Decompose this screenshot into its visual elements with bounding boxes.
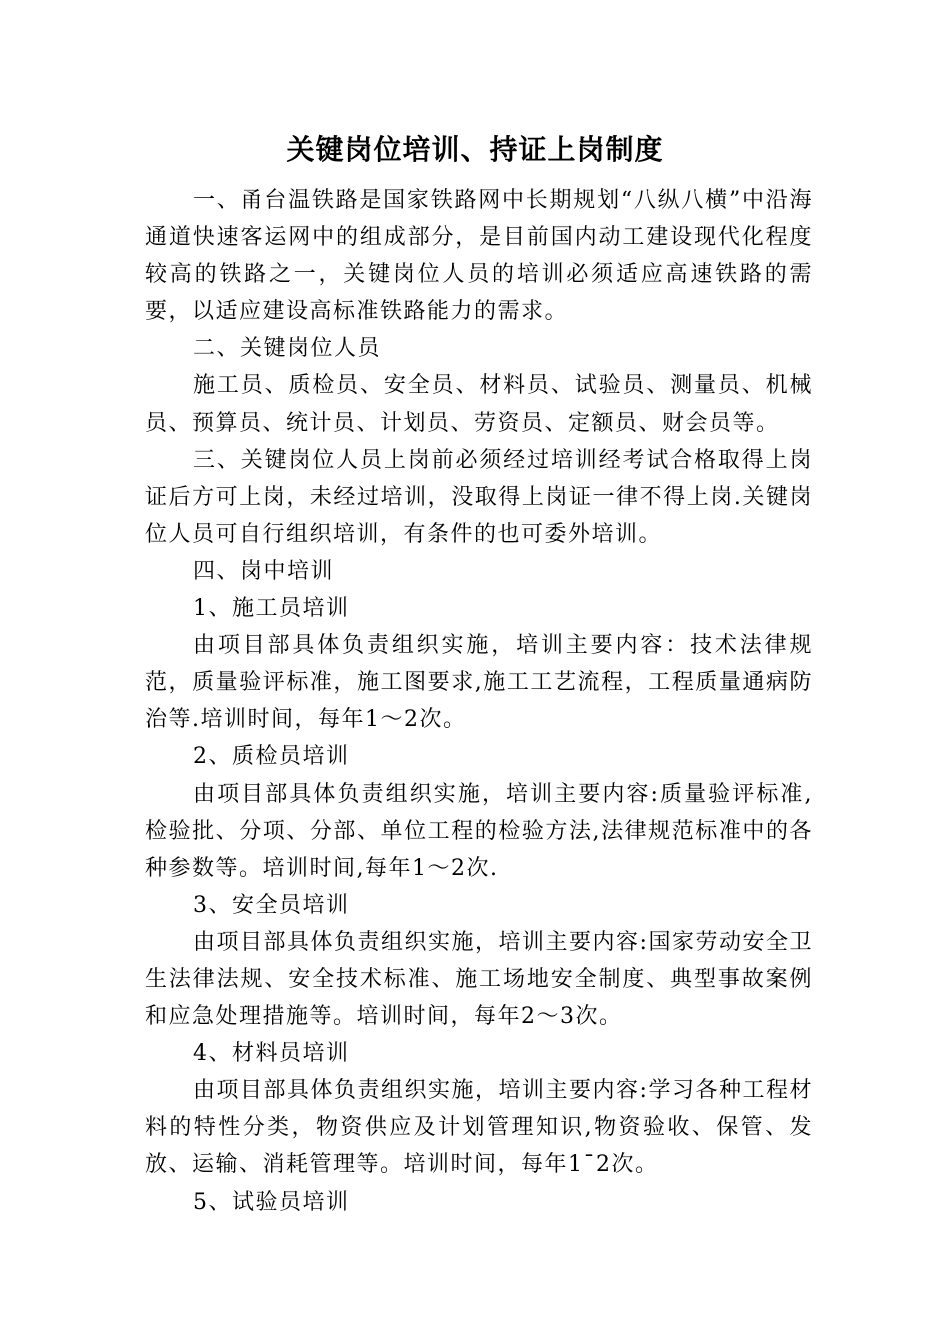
heading-safety-training: 3、安全员培训 bbox=[193, 892, 350, 918]
paragraph-constructor-training: 由项目部具体负责组织实施，培训主要内容：技术法律规范，质量验评标准，施工图要求,施工工艺流程，工程质量通病防治等.培训时间，每年1～2次。 bbox=[145, 633, 813, 733]
heading-tester-training: 5、试验员培训 bbox=[193, 1189, 350, 1215]
heading-in-post-training: 四、岗中培训 bbox=[193, 558, 335, 584]
heading-constructor-training: 1、施工员培训 bbox=[193, 596, 350, 622]
paragraph-position-list: 施工员、质检员、安全员、材料员、试验员、测量员、机械员、预算员、统计员、计划员、劳资员、定额员、财会员等。 bbox=[145, 373, 813, 436]
paragraph-material-training: 由项目部具体负责组织实施，培训主要内容:学习各种工程材料的特性分类，物资供应及计划管理知识,物资验收、保管、发放、运输、消耗管理等。培训时间，每年1¯2次。 bbox=[145, 1078, 813, 1178]
heading-material-training: 4、材料员培训 bbox=[193, 1041, 350, 1067]
paragraph-inspector-training: 由项目部具体负责组织实施，培训主要内容:质量验评标准,检验批、分项、分部、单位工程的检验方法,法律规范标准中的各种参数等。培训时间,每年1～2次. bbox=[145, 781, 813, 881]
paragraph-certification-rule: 三、关键岗位人员上岗前必须经过培训经考试合格取得上岗证后方可上岗，未经过培训，没取得上岗证一律不得上岗.关键岗位人员可自行组织培训，有条件的也可委外培训。 bbox=[145, 447, 813, 547]
heading-key-positions: 二、关键岗位人员 bbox=[193, 336, 382, 362]
document-body bbox=[145, 182, 813, 1221]
document-title: 关键岗位培训、持证上岗制度 bbox=[286, 133, 664, 166]
heading-inspector-training: 2、质检员培训 bbox=[193, 744, 350, 770]
paragraph-safety-training: 由项目部具体负责组织实施，培训主要内容:国家劳动安全卫生法律法规、安全技术标准、施工场地安全制度、典型事故案例和应急处理措施等。培训时间，每年2～3次。 bbox=[145, 929, 813, 1030]
paragraph-purpose: 一、甬台温铁路是国家铁路网中长期规划“八纵八横”中沿海通道快速客运网中的组成部分，是目前国内动工建设现代化程度较高的铁路之一，关键岗位人员的培训必须适应高速铁路的需要，以适应建设高标准铁路能力的需求。 bbox=[145, 188, 813, 325]
